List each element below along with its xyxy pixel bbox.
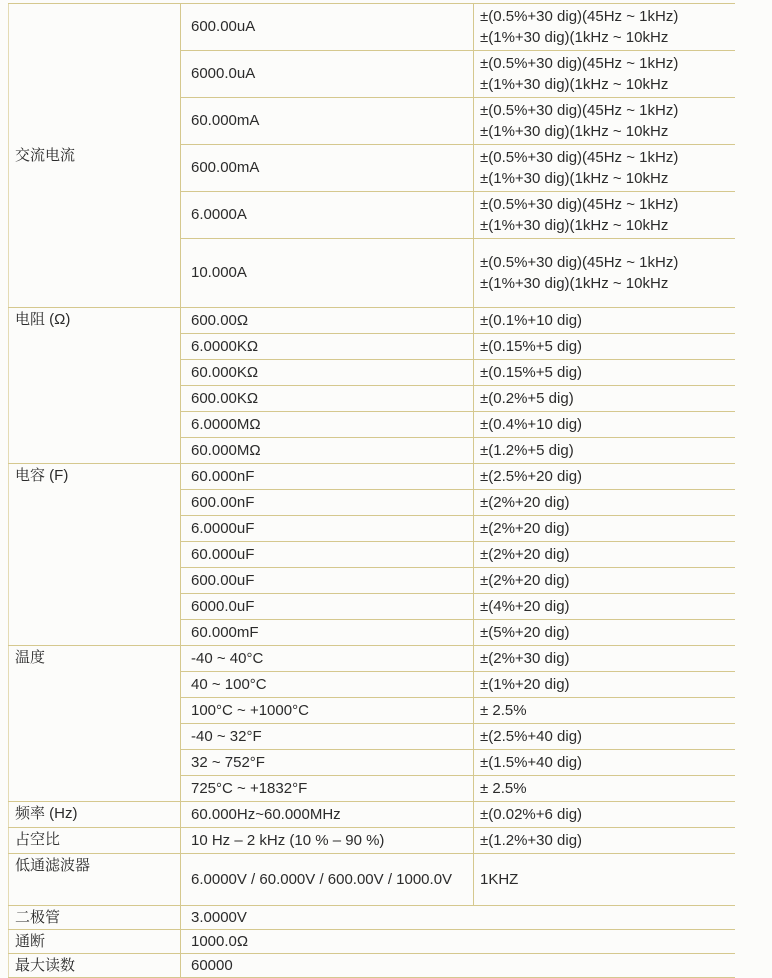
accuracy-cell <box>474 239 736 308</box>
table-row <box>9 854 736 906</box>
table-row <box>9 464 736 490</box>
table-row <box>9 802 736 828</box>
section-label: 电阻 (Ω) <box>9 308 181 464</box>
range-cell: 6.0000KΩ <box>181 334 474 360</box>
range-cell: 6.0000A <box>181 192 474 239</box>
accuracy-line: ±(0.5%+30 dig)(45Hz ~ 1kHz) <box>480 8 679 25</box>
accuracy-line: ±(1.2%+30 dig) <box>480 832 583 849</box>
range-cell: 60.000MΩ <box>181 438 474 464</box>
table-row <box>9 308 736 334</box>
range-cell: 60.000Hz~60.000MHz <box>181 802 474 828</box>
accuracy-line: ±(2%+20 dig) <box>480 494 570 511</box>
accuracy-line: ±(0.5%+30 dig)(45Hz ~ 1kHz) <box>480 196 679 213</box>
accuracy-line: ±(4%+20 dig) <box>480 598 570 615</box>
accuracy-cell <box>474 698 736 724</box>
accuracy-line: ±(0.4%+10 dig) <box>480 416 583 433</box>
range-cell: 60000 <box>181 954 736 978</box>
accuracy-cell <box>474 594 736 620</box>
table-row <box>9 906 736 930</box>
table-row <box>9 954 736 978</box>
section-label: 通断 <box>9 930 181 954</box>
accuracy-line: ±(1.5%+40 dig) <box>480 754 583 771</box>
range-cell: 600.00KΩ <box>181 386 474 412</box>
accuracy-cell <box>474 334 736 360</box>
accuracy-line: ±(2%+20 dig) <box>480 546 570 563</box>
range-cell: 100°C ~ +1000°C <box>181 698 474 724</box>
range-cell: 600.00Ω <box>181 308 474 334</box>
accuracy-line: ±(0.1%+10 dig) <box>480 312 583 329</box>
section-label: 低通滤波器 <box>9 854 181 906</box>
accuracy-line: ±(1%+30 dig)(1kHz ~ 10kHz <box>480 170 669 187</box>
table-row <box>9 828 736 854</box>
accuracy-line: ±(0.2%+5 dig) <box>480 390 574 407</box>
accuracy-cell <box>474 802 736 828</box>
accuracy-cell <box>474 360 736 386</box>
accuracy-line: ±(1%+30 dig)(1kHz ~ 10kHz <box>480 275 669 292</box>
accuracy-cell <box>474 750 736 776</box>
range-cell: 40 ~ 100°C <box>181 672 474 698</box>
table-row <box>9 646 736 672</box>
accuracy-cell <box>474 51 736 98</box>
range-cell: 3.0000V <box>181 906 736 930</box>
accuracy-cell <box>474 542 736 568</box>
accuracy-line: ±(1%+30 dig)(1kHz ~ 10kHz <box>480 217 669 234</box>
accuracy-cell <box>474 490 736 516</box>
section-label: 二极管 <box>9 906 181 930</box>
accuracy-cell <box>474 854 736 906</box>
range-cell: 6000.0uA <box>181 51 474 98</box>
multimeter-spec-table <box>8 3 735 978</box>
accuracy-cell <box>474 192 736 239</box>
accuracy-cell <box>474 4 736 51</box>
accuracy-line: ± 2.5% <box>480 780 527 797</box>
range-cell: 1000.0Ω <box>181 930 736 954</box>
range-cell: 32 ~ 752°F <box>181 750 474 776</box>
accuracy-line: ±(2.5%+40 dig) <box>480 728 583 745</box>
accuracy-cell <box>474 646 736 672</box>
accuracy-line: ±(0.15%+5 dig) <box>480 364 583 381</box>
accuracy-line: ±(0.15%+5 dig) <box>480 338 583 355</box>
table-row <box>9 4 736 51</box>
spec-table-body <box>9 4 736 978</box>
range-cell: 6000.0uF <box>181 594 474 620</box>
range-cell: 60.000uF <box>181 542 474 568</box>
range-cell: 60.000mF <box>181 620 474 646</box>
accuracy-cell <box>474 568 736 594</box>
accuracy-cell <box>474 308 736 334</box>
accuracy-cell <box>474 620 736 646</box>
accuracy-cell <box>474 98 736 145</box>
accuracy-cell <box>474 412 736 438</box>
accuracy-line: 1KHZ <box>480 871 519 888</box>
section-label: 最大读数 <box>9 954 181 978</box>
accuracy-line: ±(2%+30 dig) <box>480 650 570 667</box>
range-cell: -40 ~ 40°C <box>181 646 474 672</box>
range-cell: 6.0000V / 60.000V / 600.00V / 1000.0V <box>181 854 474 906</box>
accuracy-line: ±(1%+20 dig) <box>480 676 570 693</box>
accuracy-line: ±(1%+30 dig)(1kHz ~ 10kHz <box>480 76 669 93</box>
accuracy-line: ±(0.5%+30 dig)(45Hz ~ 1kHz) <box>480 254 679 271</box>
accuracy-line: ±(0.5%+30 dig)(45Hz ~ 1kHz) <box>480 102 679 119</box>
accuracy-cell <box>474 672 736 698</box>
accuracy-line: ±(1%+30 dig)(1kHz ~ 10kHz <box>480 29 669 46</box>
accuracy-cell <box>474 386 736 412</box>
accuracy-cell <box>474 464 736 490</box>
section-label: 温度 <box>9 646 181 802</box>
accuracy-line: ±(0.02%+6 dig) <box>480 806 583 823</box>
range-cell: 600.00mA <box>181 145 474 192</box>
accuracy-cell <box>474 776 736 802</box>
accuracy-line: ±(1%+30 dig)(1kHz ~ 10kHz <box>480 123 669 140</box>
range-cell: 10 Hz – 2 kHz (10 % – 90 %) <box>181 828 474 854</box>
accuracy-line: ±(2%+20 dig) <box>480 572 570 589</box>
range-cell: 10.000A <box>181 239 474 308</box>
accuracy-line: ±(2.5%+20 dig) <box>480 468 583 485</box>
accuracy-line: ±(0.5%+30 dig)(45Hz ~ 1kHz) <box>480 55 679 72</box>
range-cell: 600.00uF <box>181 568 474 594</box>
accuracy-cell <box>474 145 736 192</box>
range-cell: 725°C ~ +1832°F <box>181 776 474 802</box>
range-cell: 600.00nF <box>181 490 474 516</box>
range-cell: 60.000mA <box>181 98 474 145</box>
section-label: 交流电流 <box>9 4 181 308</box>
range-cell: 60.000nF <box>181 464 474 490</box>
section-label: 频率 (Hz) <box>9 802 181 828</box>
accuracy-line: ±(1.2%+5 dig) <box>480 442 574 459</box>
range-cell: 600.00uA <box>181 4 474 51</box>
accuracy-cell <box>474 828 736 854</box>
range-cell: 6.0000MΩ <box>181 412 474 438</box>
table-row <box>9 930 736 954</box>
section-label: 占空比 <box>9 828 181 854</box>
accuracy-cell <box>474 516 736 542</box>
accuracy-line: ± 2.5% <box>480 702 527 719</box>
range-cell: 60.000KΩ <box>181 360 474 386</box>
section-label: 电容 (F) <box>9 464 181 646</box>
accuracy-cell <box>474 724 736 750</box>
range-cell: -40 ~ 32°F <box>181 724 474 750</box>
accuracy-line: ±(2%+20 dig) <box>480 520 570 537</box>
accuracy-line: ±(0.5%+30 dig)(45Hz ~ 1kHz) <box>480 149 679 166</box>
accuracy-line: ±(5%+20 dig) <box>480 624 570 641</box>
range-cell: 6.0000uF <box>181 516 474 542</box>
accuracy-cell <box>474 438 736 464</box>
